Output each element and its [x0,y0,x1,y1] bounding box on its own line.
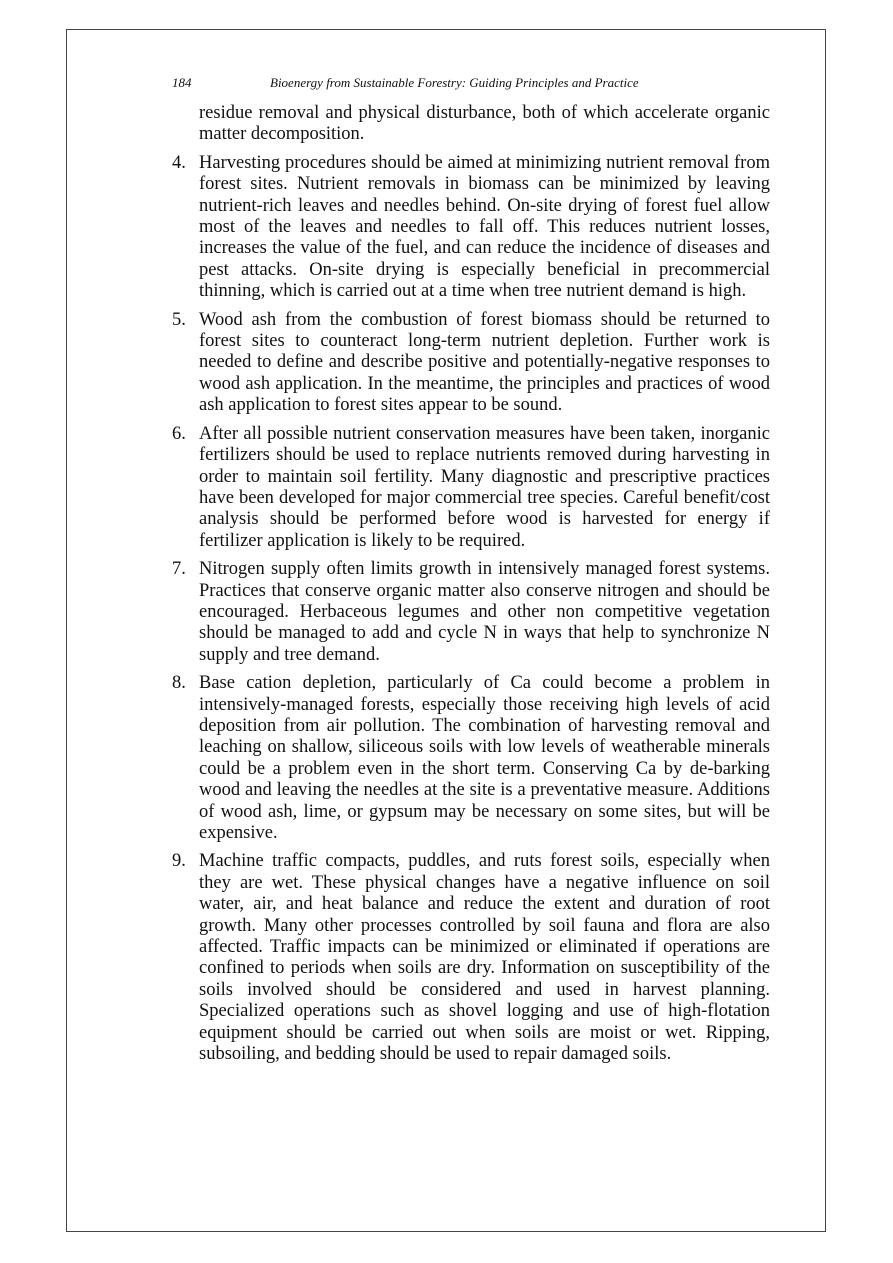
item-number: 4. [172,152,186,173]
item-number: 7. [172,559,186,580]
item-number: 8. [172,673,186,694]
page-number: 184 [172,75,192,90]
list-item [172,851,770,1065]
item-number: 9. [172,851,186,872]
item-number: 5. [172,309,186,330]
item-text: Harvesting procedures should be aimed at minimizing nutrient removal from forest sites. Nutrient removals in biomass can be minimized by leaving nutrient-rich leaves and needles behind. On-site drying of forest fuel allow most of the leaves and needles to fall off. This reduces nutrient losses, increases the value of the fuel, and can reduce the incidence of diseases and pest attacks. On-site drying is especially beneficial in precommercial thinning, which is carried out at a time when tree nutrient demand is high. [199,152,770,302]
item-text: Wood ash from the combustion of forest biomass should be returned to forest sites to counteract long-term nutrient depletion. Further work is needed to define and describe positive and potentially-negative responses to wood ash application. In the meantime, the principles and practices of wood ash application to forest sites appear to be sound. [199,309,770,416]
body-text [172,103,770,1072]
item-text: Nitrogen supply often limits growth in intensively managed forest systems. Practices that conserve organic matter also conserve nitrogen and should be encouraged. Herbaceous legumes and other non competitive vegetation should be managed to add and cycle N in ways that help to synchronize N supply and tree demand. [199,559,770,665]
item-text: After all possible nutrient conservation measures have been taken, inorganic fertilizers should be used to replace nutrients removed during harvesting in order to maintain soil fertility. Many diagnostic and prescriptive practices have been developed for major commercial tree species. Careful benefit/cost analysis should be performed before wood is harvested for energy if fertilizer application is likely to be required. [199,423,770,551]
list-item [172,310,770,417]
list-item [172,559,770,666]
list-item [172,424,770,552]
running-header [172,75,772,91]
list-item [172,673,770,844]
continued-paragraph: residue removal and physical disturbance, both of which accelerate organic matter decomposition. [199,103,770,145]
item-number: 6. [172,423,186,444]
item-text: Base cation depletion, particularly of Ca could become a problem in intensively-managed forests, especially those receiving high levels of acid deposition from air pollution. The combination of harvesting removal and leaching on shallow, siliceous soils with low levels of weatherable minerals could be a problem even in the short term. Conserving Ca by de-barking wood and leaving the needles at the site is a preventative measure. Additions of wood ash, lime, or gypsum may be necessary on some sites, but will be expensive. [199,673,770,843]
list-item [172,153,770,303]
running-title: Bioenergy from Sustainable Forestry: Guiding Principles and Practice [270,75,639,90]
item-text: Machine traffic compacts, puddles, and ruts forest soils, especially when they are wet. These physical changes have a negative influence on soil water, air, and heat balance and reduce the extent and duration of root growth. Many other processes controlled by soil fauna and flora are also affected. Traffic impacts can be minimized or eliminated if operations are confined to periods when soils are dry. Information on susceptibility of the soils involved should be considered and used in harvest planning. Specialized operations such as shovel logging and use of high-flotation equipment should be carried out when soils are moist or wet. Ripping, subsoiling, and bedding should be used to repair damaged soils. [199,851,770,1065]
